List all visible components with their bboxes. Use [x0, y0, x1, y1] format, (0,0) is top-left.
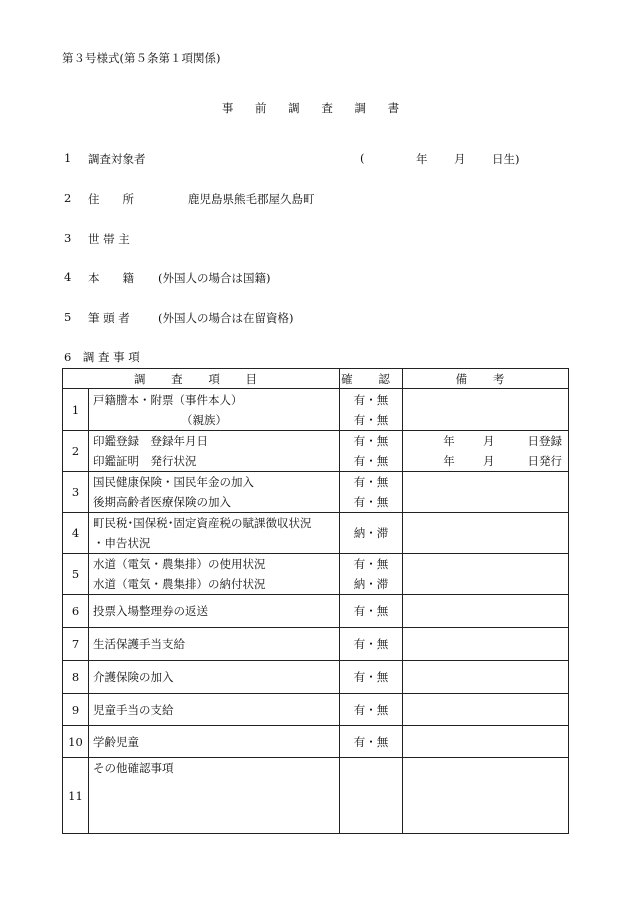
remarks-cell [403, 554, 569, 595]
confirm-value: 有・無 [353, 434, 389, 448]
remarks-cell [403, 595, 569, 628]
confirm-value: 納・滞 [353, 577, 389, 591]
table-row [63, 472, 569, 513]
item-line: 介護保険の加入 [93, 670, 174, 684]
confirm-cell [340, 389, 403, 431]
table-row [63, 595, 569, 628]
row-number: 10 [63, 726, 89, 758]
remarks-cell [403, 472, 569, 513]
birth-month-label: 月 [454, 152, 466, 166]
table-row [63, 694, 569, 726]
domicile-note: (外国人の場合は国籍) [158, 271, 271, 285]
item-line: ・申告状況 [93, 536, 151, 550]
field-number: 3 [64, 231, 72, 245]
table-row [63, 758, 569, 834]
confirm-cell [340, 472, 403, 513]
confirm-cell [340, 758, 403, 834]
remarks-cell [403, 431, 569, 472]
confirm-cell: 有・無 [340, 726, 403, 758]
row-number: 3 [63, 472, 89, 513]
field-label-family-head: 筆 頭 者 [88, 311, 130, 325]
remarks-cell [403, 758, 569, 834]
row-number: 7 [63, 628, 89, 661]
field-number: 4 [64, 270, 72, 284]
item-line: 印鑑登録 登録年月日 [93, 434, 208, 448]
address-value: 鹿児島県熊毛郡屋久島町 [188, 192, 315, 206]
row-number: 5 [63, 554, 89, 595]
confirm-cell: 有・無 [340, 628, 403, 661]
table-row [63, 389, 569, 431]
item-cell [89, 554, 340, 595]
table-row [63, 431, 569, 472]
table-row [63, 661, 569, 694]
table-header-row [63, 369, 569, 389]
remarks-cell [403, 726, 569, 758]
item-line: 児童手当の支給 [93, 702, 174, 717]
registration-date [403, 431, 568, 451]
item-cell [89, 726, 340, 758]
field-label-householder: 世 帯 主 [88, 232, 130, 246]
field-number: 2 [64, 191, 72, 205]
item-line: その他確認事項 [93, 761, 174, 775]
family-head-note: (外国人の場合は在留資格) [158, 311, 294, 325]
remarks-cell [403, 513, 569, 554]
month-label: 月 [482, 434, 495, 448]
month-label: 月 [482, 454, 495, 468]
item-cell [89, 472, 340, 513]
header-confirm: 確 認 [340, 369, 403, 389]
item-cell [89, 595, 340, 628]
field-label-domicile: 本 籍 [88, 271, 134, 285]
item-line: 水道（電気・農集排）の使用状況 [93, 557, 266, 571]
birth-day-label: 日生) [492, 152, 520, 166]
remarks-cell [403, 389, 569, 431]
year-label: 年 [443, 434, 455, 448]
confirm-cell: 有・無 [340, 661, 403, 694]
form-number: 第３号様式(第５条第１項関係) [62, 51, 221, 65]
table-row [63, 554, 569, 595]
remarks-cell [403, 694, 569, 726]
table-row [63, 726, 569, 758]
field-label-subject: 調査対象者 [88, 152, 146, 166]
confirm-cell [340, 554, 403, 595]
confirm-cell: 有・無 [340, 694, 403, 726]
row-number: 4 [63, 513, 89, 554]
issue-date [403, 451, 568, 471]
confirm-value: 有・無 [353, 495, 389, 509]
item-cell [89, 661, 340, 694]
item-cell [89, 389, 340, 431]
row-number: 2 [63, 431, 89, 472]
year-label: 年 [443, 454, 455, 468]
item-line: 後期高齢者医療保険の加入 [93, 495, 231, 509]
remarks-cell [403, 628, 569, 661]
remarks-cell [403, 661, 569, 694]
confirm-value: 有・無 [353, 412, 389, 427]
day-label: 日登録 [527, 434, 562, 448]
item-cell [89, 758, 340, 834]
item-cell [89, 513, 340, 554]
field-number: 1 [64, 151, 72, 165]
item-line: 印鑑証明 発行状況 [93, 454, 197, 468]
birth-year-label: 年 [416, 152, 428, 166]
row-number: 1 [63, 389, 89, 431]
field-number: 5 [64, 310, 72, 324]
confirm-value: 有・無 [353, 557, 389, 571]
item-line: 水道（電気・農集排）の納付状況 [93, 577, 266, 591]
confirm-cell: 有・無 [340, 595, 403, 628]
investigation-table [62, 368, 569, 834]
item-line: 国民健康保険・国民年金の加入 [93, 475, 254, 489]
item-line: （親族） [181, 412, 227, 427]
document-title: 事 前 調 査 調 書 [221, 101, 409, 115]
field-label-address: 住 所 [88, 192, 134, 206]
header-remarks: 備 考 [403, 369, 569, 389]
section-title: 6 調 査 事 項 [64, 350, 140, 364]
item-line: 戸籍謄本・附票（事件本人） [93, 392, 243, 407]
table-row [63, 513, 569, 554]
confirm-value: 有・無 [353, 392, 389, 407]
item-cell [89, 431, 340, 472]
item-line: 投票入場整理券の返送 [93, 604, 208, 618]
birthdate-paren: ( [360, 151, 365, 165]
confirm-cell: 納・滞 [340, 513, 403, 554]
row-number: 6 [63, 595, 89, 628]
header-item: 調 査 項 目 [63, 369, 340, 389]
item-cell [89, 694, 340, 726]
confirm-cell [340, 431, 403, 472]
confirm-value: 有・無 [353, 454, 389, 468]
row-number: 8 [63, 661, 89, 694]
item-cell [89, 628, 340, 661]
table-row [63, 628, 569, 661]
item-line: 学齢児童 [93, 734, 139, 749]
confirm-value: 有・無 [353, 475, 389, 489]
item-line: 町民税･国保税･固定資産税の賦課徴収状況 [93, 516, 312, 530]
row-number: 9 [63, 694, 89, 726]
item-line: 生活保護手当支給 [93, 637, 185, 651]
row-number: 11 [63, 758, 89, 834]
day-label: 日発行 [527, 454, 562, 468]
